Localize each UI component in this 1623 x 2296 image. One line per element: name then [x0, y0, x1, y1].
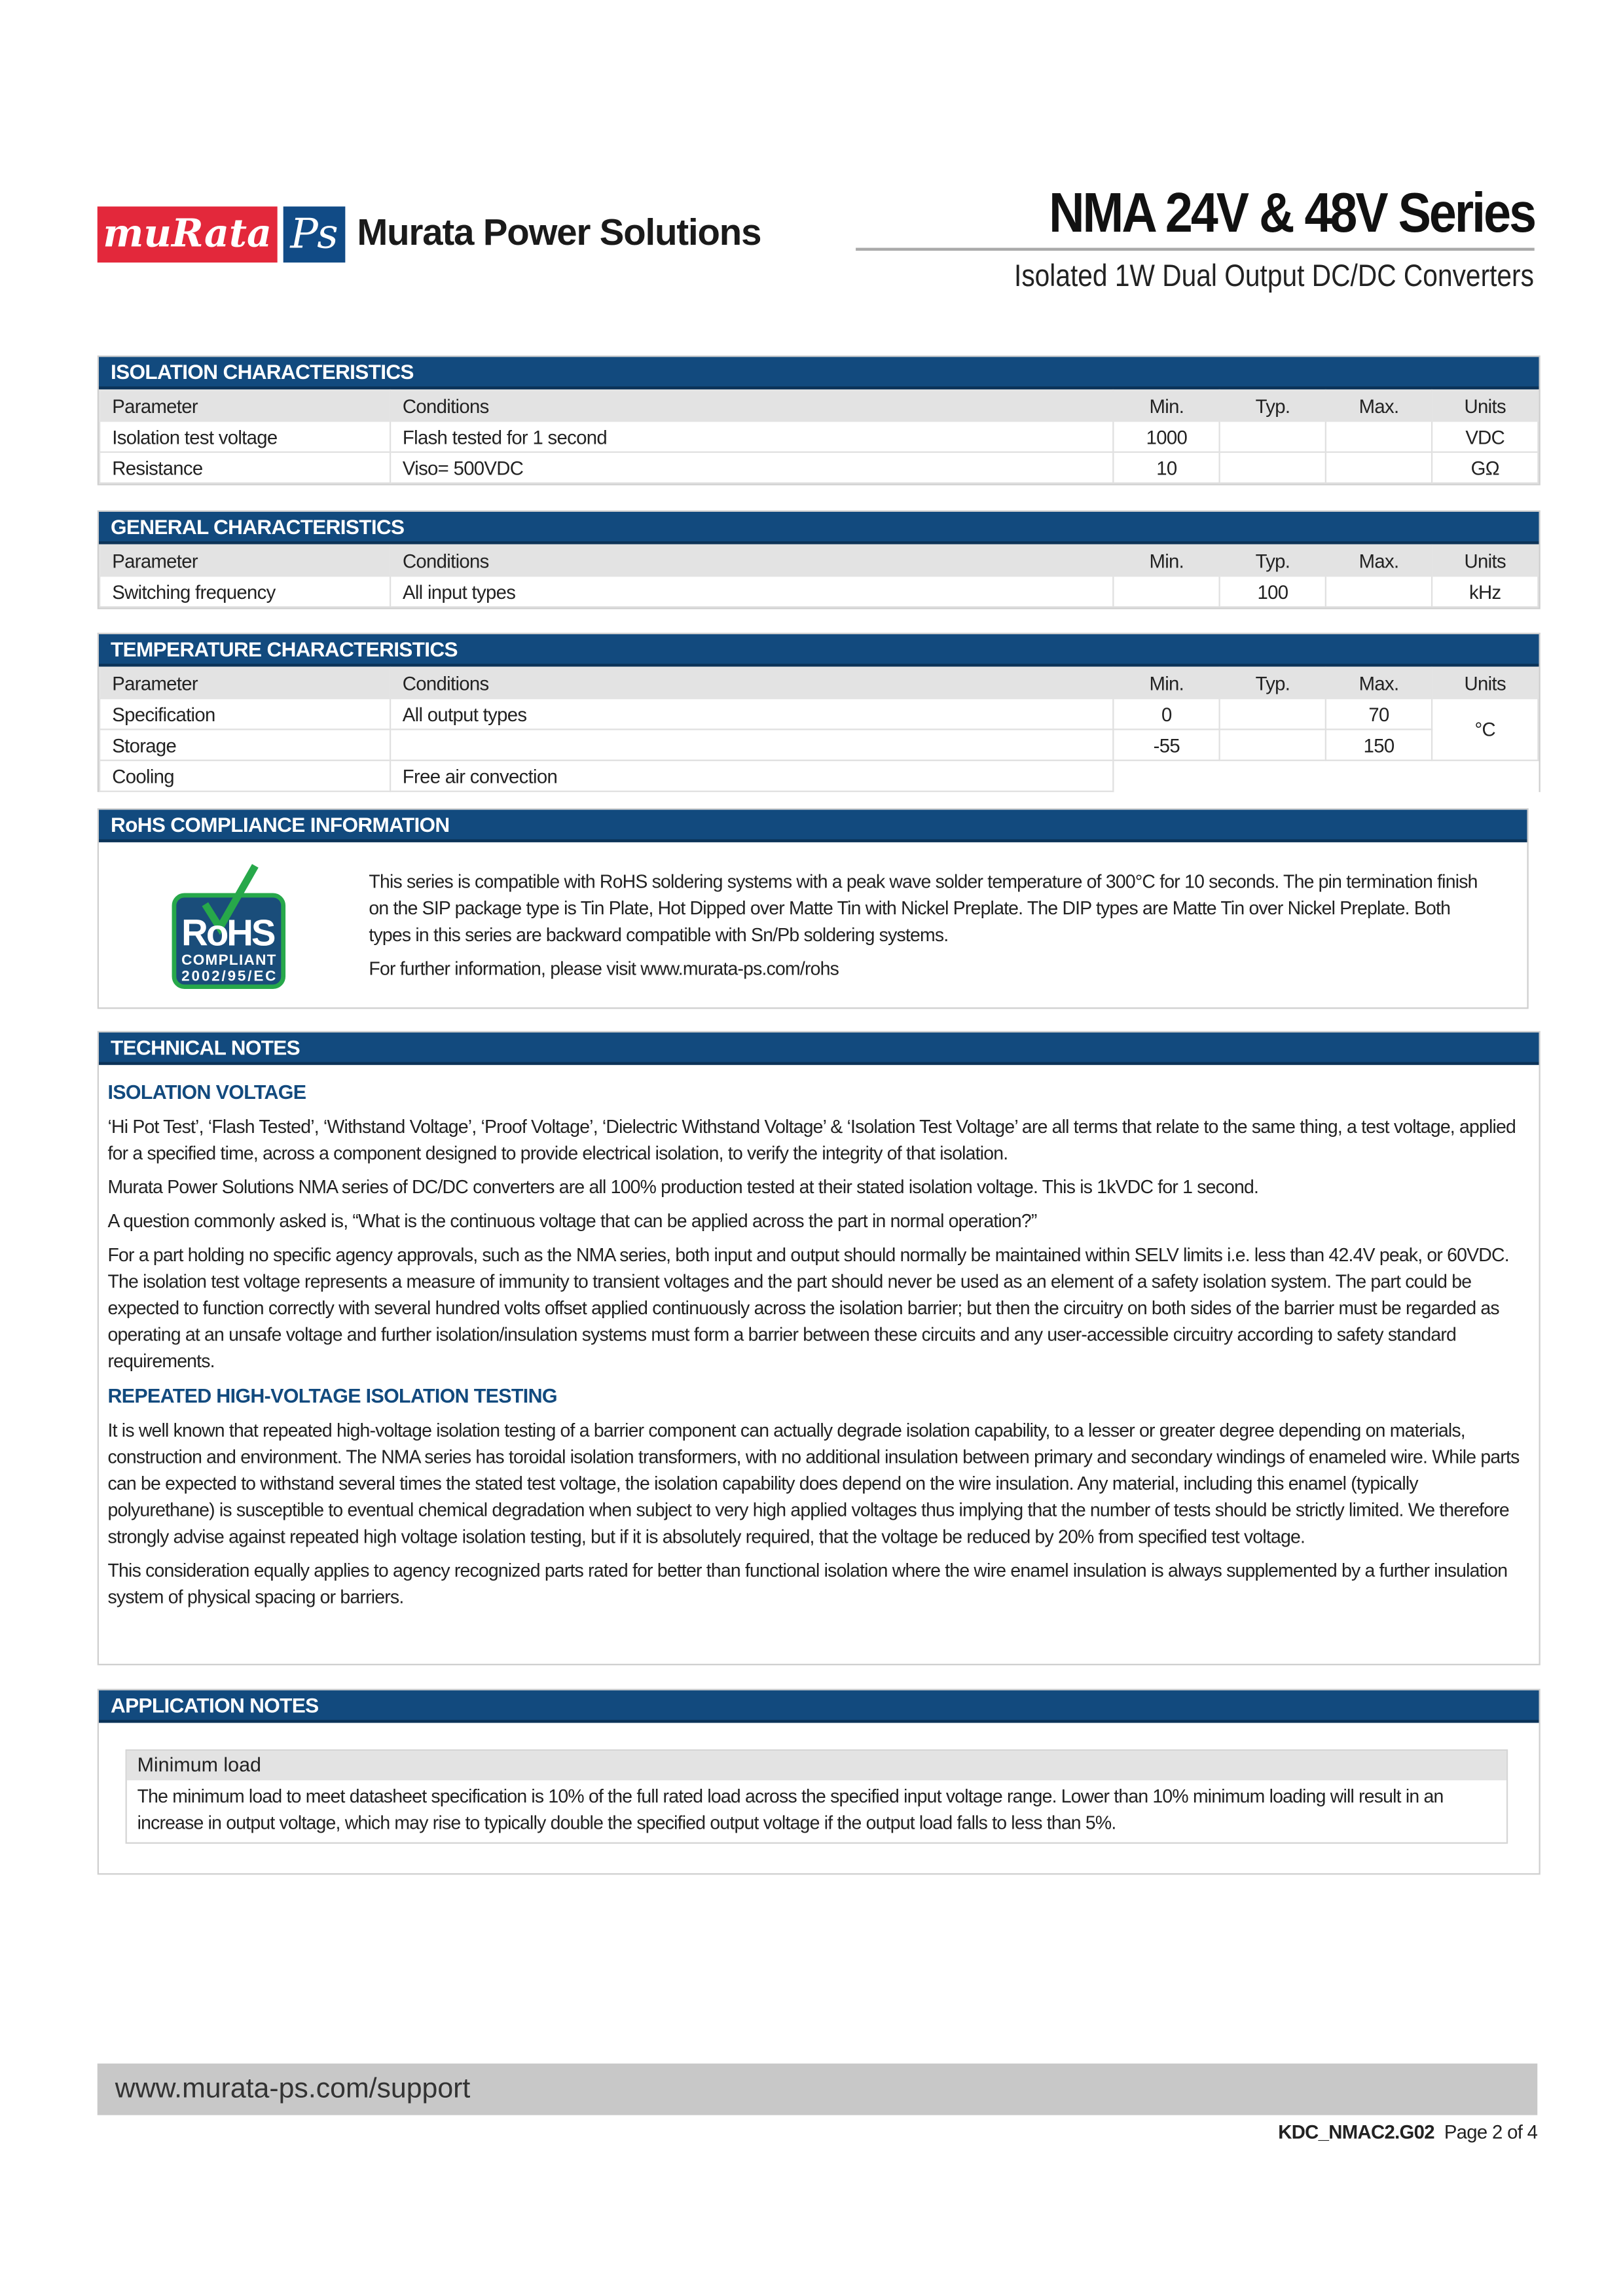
cell: [1220, 421, 1326, 452]
cell: [1326, 452, 1432, 483]
col-header: Max.: [1326, 545, 1432, 576]
cell: 100: [1220, 576, 1326, 607]
col-header: Max.: [1326, 390, 1432, 421]
section-title: APPLICATION NOTES: [99, 1691, 1539, 1723]
table-row: [100, 698, 1538, 729]
col-header: Typ.: [1220, 545, 1326, 576]
paragraph: Murata Power Solutions NMA series of DC/DC converters are all 100% production tested at their stated isolation voltage. This is 1kVDC for 1 second.: [107, 1177, 1259, 1198]
col-header: Max.: [1326, 668, 1432, 698]
col-header: Parameter: [100, 668, 390, 698]
support-url[interactable]: www.murata-ps.com/support: [98, 2064, 1538, 2115]
general-table: [99, 545, 1539, 608]
temperature-section: [98, 633, 1541, 792]
subheading: REPEATED HIGH-VOLTAGE ISOLATION TESTING: [107, 1385, 557, 1407]
table-row: [100, 729, 1538, 760]
page-number: Page 2 of 4: [1444, 2121, 1538, 2144]
cell: [390, 729, 1114, 760]
cell: 1000: [1114, 421, 1220, 452]
cell: GΩ: [1432, 452, 1538, 483]
cell: Switching frequency: [100, 576, 390, 607]
paragraph: ‘Hi Pot Test’, ‘Flash Tested’, ‘Withstand Voltage’, ‘Proof Voltage’, ‘Dielectric Withstand Voltage’ & ‘Isolation Test Voltage’ are all terms that relate to the same thing, a test voltage, applied for a specified time, across a component designed to provide electrical isolation, to verify the integrity of that isolation.: [107, 1116, 1516, 1164]
section-title: RoHS COMPLIANCE INFORMATION: [99, 810, 1527, 842]
section-title: ISOLATION CHARACTERISTICS: [99, 357, 1539, 389]
table-header: [100, 668, 1538, 698]
col-header: Units: [1432, 668, 1538, 698]
cell: Resistance: [100, 452, 390, 483]
temperature-table: [99, 667, 1539, 793]
cell: Specification: [100, 698, 390, 729]
cell: 10: [1114, 452, 1220, 483]
rohs-section: [98, 808, 1529, 1009]
cell: 150: [1326, 729, 1432, 760]
section-title: TEMPERATURE CHARACTERISTICS: [99, 634, 1539, 667]
col-header: Min.: [1114, 668, 1220, 698]
units-cell: °C: [1432, 698, 1538, 761]
page-title: NMA 24V & 48V Series: [1048, 183, 1535, 245]
brand-name: Murata Power Solutions: [357, 212, 761, 254]
table-row: [100, 421, 1538, 452]
page-footer: [1278, 2121, 1537, 2144]
rohs-link-text: For further information, please visit www.murata-ps.com/rohs: [369, 958, 839, 980]
cell: 70: [1326, 698, 1432, 729]
isolation-table: [99, 389, 1539, 484]
table-row: [100, 576, 1538, 607]
col-header: Min.: [1114, 545, 1220, 576]
col-header: Units: [1432, 390, 1538, 421]
murata-logo: muRata: [98, 207, 278, 263]
cell: 0: [1114, 698, 1220, 729]
paragraph: It is well known that repeated high-voltage isolation testing of a barrier component can actually degrade isolation capability, to a lesser or greater degree depending on materials, construction and environment. The NMA series has toroidal isolation transformers, with no additional insulation between primary and secondary windings of enameled wire. While parts can be expected to withstand several times the stated test voltage, the isolation capability does depend on the wire insulation. Any material, including this enamel (typically polyurethane) is susceptible to eventual chemical degradation when subject to very high applied voltages thus implying that the number of tests should be strictly limited. We therefore strongly advise against repeated high voltage isolation testing, but if it is absolutely required, that the voltage be reduced by 20% from specified test voltage.: [107, 1420, 1520, 1548]
minimum-load-box: [126, 1749, 1508, 1844]
table-row: [100, 761, 1538, 791]
page-subtitle: Isolated 1W Dual Output DC/DC Converters: [1014, 259, 1535, 294]
col-header: Parameter: [100, 545, 390, 576]
col-header: Typ.: [1220, 390, 1326, 421]
cell: Viso= 500VDC: [390, 452, 1114, 483]
cell: VDC: [1432, 421, 1538, 452]
minimum-load-text: The minimum load to meet datasheet specification is 10% of the full rated load across the specified input voltage range. Lower than 10% minimum loading will result in an increase in output voltage, which may rise to typically double the specified output voltage if the output load falls to less than 5%.: [137, 1786, 1444, 1834]
col-header: Typ.: [1220, 668, 1326, 698]
cell: All output types: [390, 698, 1114, 729]
rohs-badge: [170, 863, 287, 992]
isolation-section: [98, 355, 1541, 485]
application-notes-section: [98, 1689, 1541, 1874]
col-header: Conditions: [390, 545, 1114, 576]
cell: Cooling: [100, 761, 390, 791]
col-header: Parameter: [100, 390, 390, 421]
doc-id: KDC_NMAC2.G02: [1278, 2121, 1434, 2144]
title-divider: [856, 248, 1535, 251]
rohs-text: [369, 869, 1490, 990]
technical-notes-body: [99, 1065, 1539, 1611]
section-title: GENERAL CHARACTERISTICS: [99, 512, 1539, 545]
paragraph: For a part holding no specific agency approvals, such as the NMA series, both input and output should normally be maintained within SELV limits i.e. less than 42.4V peak, or 60VDC. The isolation test voltage represents a measure of immunity to transient voltages and the part should never be used as an element of a safety isolation system. The part could be expected to function correctly with several hundred volts offset applied continuously across the isolation barrier; but then the circuitry on both sides of the barrier must be regarded as operating at an unsafe voltage and further isolation/insulation systems must form a barrier between these circuits and any user-accessible circuitry according to safety standard requirements.: [107, 1245, 1509, 1372]
rohs-paragraph: This series is compatible with RoHS soldering systems with a peak wave solder temperature of 300°C for 10 seconds. The pin termination finish on the SIP package type is Tin Plate, Hot Dipped over Matte Tin with Nickel Preplate. The DIP types are Matte Tin over Nickel Preplate. Both types in this series are backward compatible with Sn/Pb soldering systems.: [369, 871, 1478, 946]
cell: Flash tested for 1 second: [390, 421, 1114, 452]
cell: Free air convection: [390, 761, 1114, 791]
col-header: Conditions: [390, 668, 1114, 698]
svg-text:COMPLIANT: COMPLIANT: [181, 951, 276, 968]
col-header: Conditions: [390, 390, 1114, 421]
paragraph: This consideration equally applies to agency recognized parts rated for better than functional isolation where the wire enamel insulation is always supplemented by a further insulation system of physical spacing or barriers.: [107, 1560, 1508, 1608]
ps-logo: Ps: [283, 207, 346, 263]
cell: -55: [1114, 729, 1220, 760]
col-header: Units: [1432, 545, 1538, 576]
cell: All input types: [390, 576, 1114, 607]
cell: [1220, 729, 1326, 760]
paragraph: A question commonly asked is, “What is the continuous voltage that can be applied across the part in normal operation?”: [107, 1211, 1037, 1232]
minimum-load-heading: Minimum load: [127, 1751, 1506, 1780]
cell: [1220, 452, 1326, 483]
cell: Storage: [100, 729, 390, 760]
technical-notes-section: [98, 1031, 1541, 1665]
table-header: [100, 390, 1538, 421]
cell: [1326, 421, 1432, 452]
table-header: [100, 545, 1538, 576]
cell: [1220, 698, 1326, 729]
subheading: ISOLATION VOLTAGE: [107, 1081, 306, 1103]
cell: Isolation test voltage: [100, 421, 390, 452]
cell: [1326, 576, 1432, 607]
table-row: [100, 452, 1538, 483]
svg-text:2002/95/EC: 2002/95/EC: [181, 967, 276, 984]
svg-text:RoHS: RoHS: [181, 912, 276, 954]
cell: [1114, 576, 1220, 607]
cell: kHz: [1432, 576, 1538, 607]
section-title: TECHNICAL NOTES: [99, 1033, 1539, 1066]
col-header: Min.: [1114, 390, 1220, 421]
general-section: [98, 511, 1541, 609]
